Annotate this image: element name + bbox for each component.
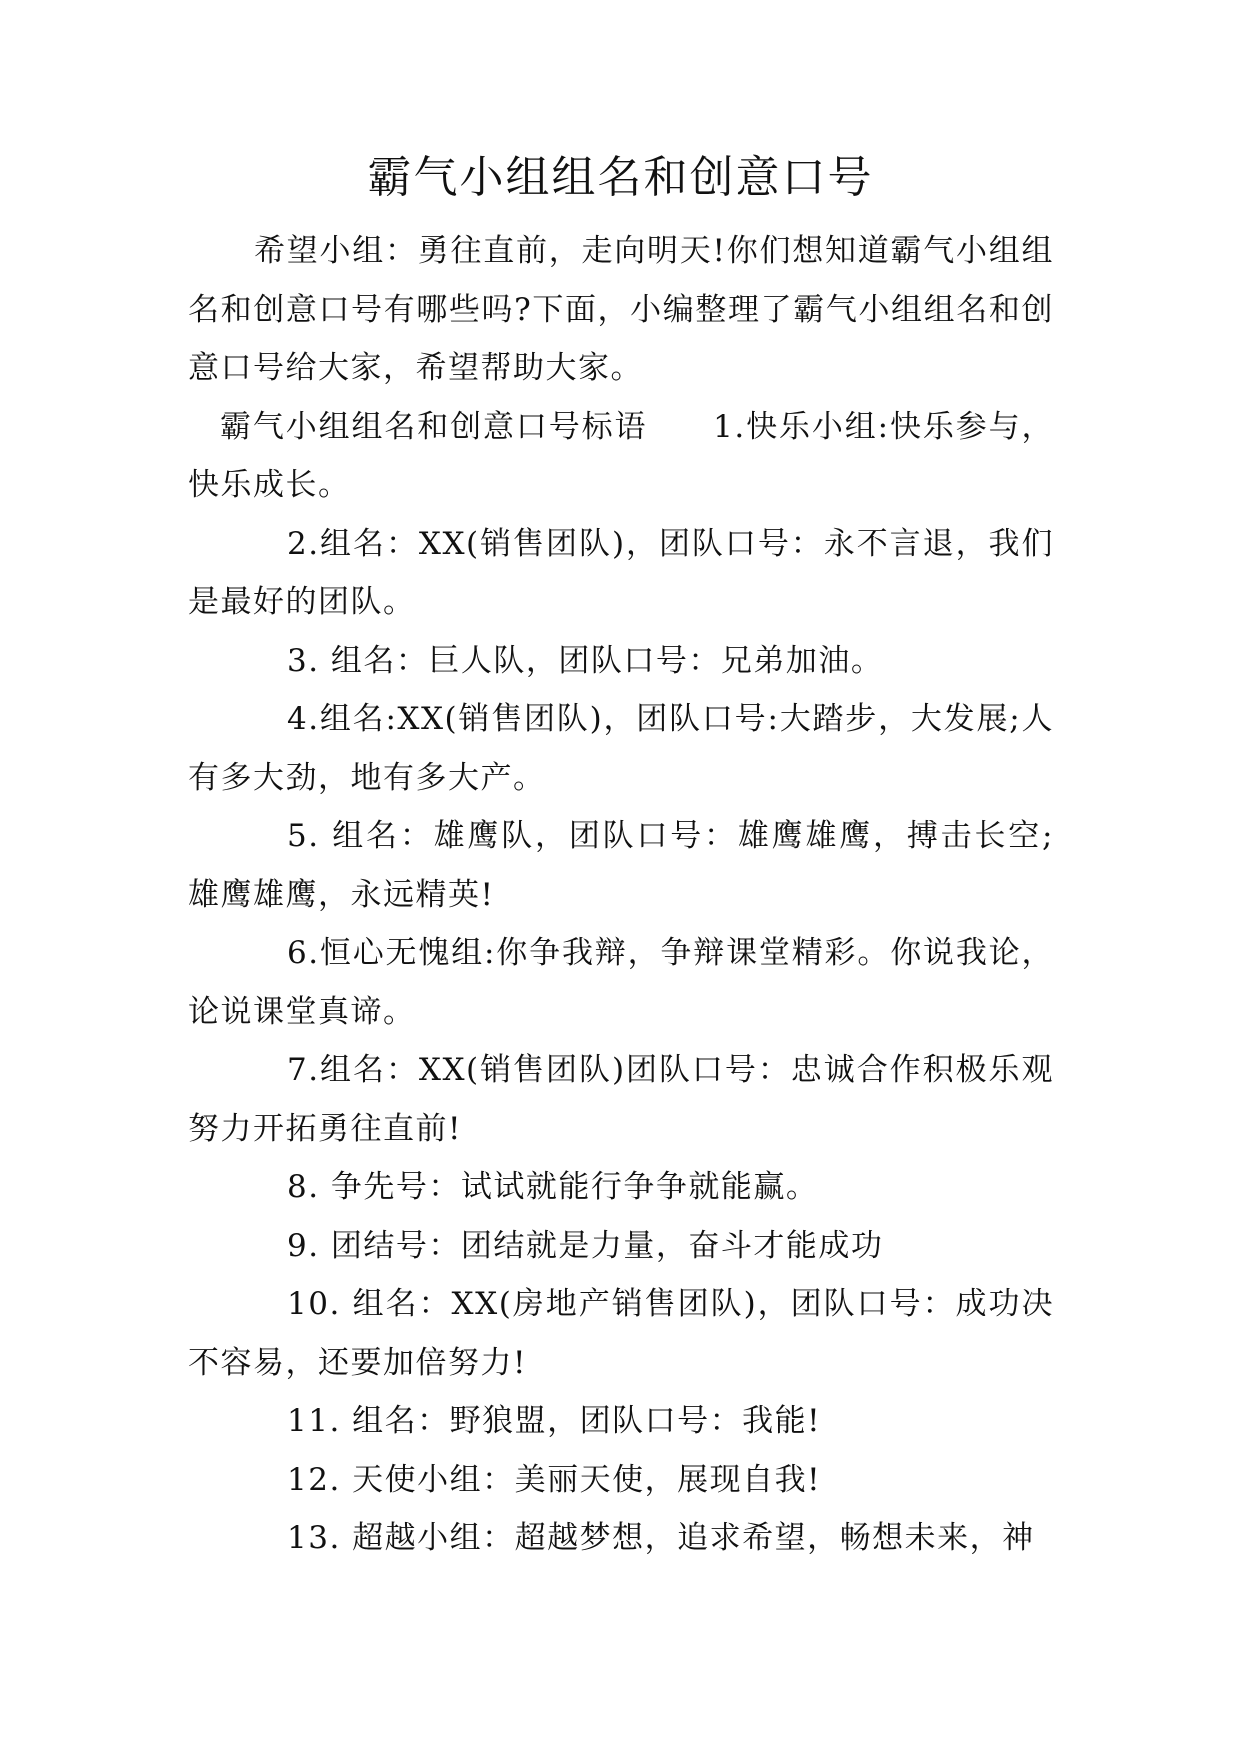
list-item: 4.组名:XX(销售团队)，团队口号:大踏步，大发展;人有多大劲，地有多大产。 <box>188 701 1054 796</box>
list-item: 8. 争先号：试试就能行争争就能赢。 <box>287 1169 819 1205</box>
list-item: 3. 组名：巨人队，团队口号：兄弟加油。 <box>287 642 884 679</box>
list-item: 10. 组名：XX(房地产销售团队)，团队口号：成功决不容易，还要加倍努力! <box>188 1286 1054 1381</box>
slogan-heading-paragraph: 霸气小组组名和创意口号标语 1.快乐小组:快乐参与，快乐成长。 <box>188 408 1054 503</box>
list-item: 9. 团结号：团结就是力量，奋斗才能成功 <box>287 1227 884 1264</box>
list-item: 7.组名：XX(销售团队)团队口号：忠诚合作积极乐观努力开拓勇往直前! <box>188 1052 1054 1147</box>
list-item: 6.恒心无愧组:你争我辩，争辩课堂精彩。你说我论，论说课堂真谛。 <box>188 935 1054 1030</box>
list-item: 5. 组名：雄鹰队，团队口号：雄鹰雄鹰，搏击长空;雄鹰雄鹰，永远精英! <box>188 818 1054 913</box>
list-item: 13. 超越小组：超越梦想，追求希望，畅想未来，神 <box>287 1520 1035 1556</box>
list-item: 12. 天使小组：美丽天使，展现自我! <box>287 1461 822 1498</box>
list-item: 2.组名：XX(销售团队)，团队口号：永不言退，我们是最好的团队。 <box>188 525 1054 620</box>
intro-paragraph: 希望小组：勇往直前，走向明天!你们想知道霸气小组组名和创意口号有哪些吗?下面，小编整理了霸气小组组名和创意口号给大家，希望帮助大家。 <box>188 233 1054 386</box>
document-title: 霸气小组组名和创意口号 <box>367 152 874 203</box>
list-item: 11. 组名：野狼盟，团队口号：我能! <box>287 1403 822 1439</box>
document-body <box>188 222 1054 1568</box>
